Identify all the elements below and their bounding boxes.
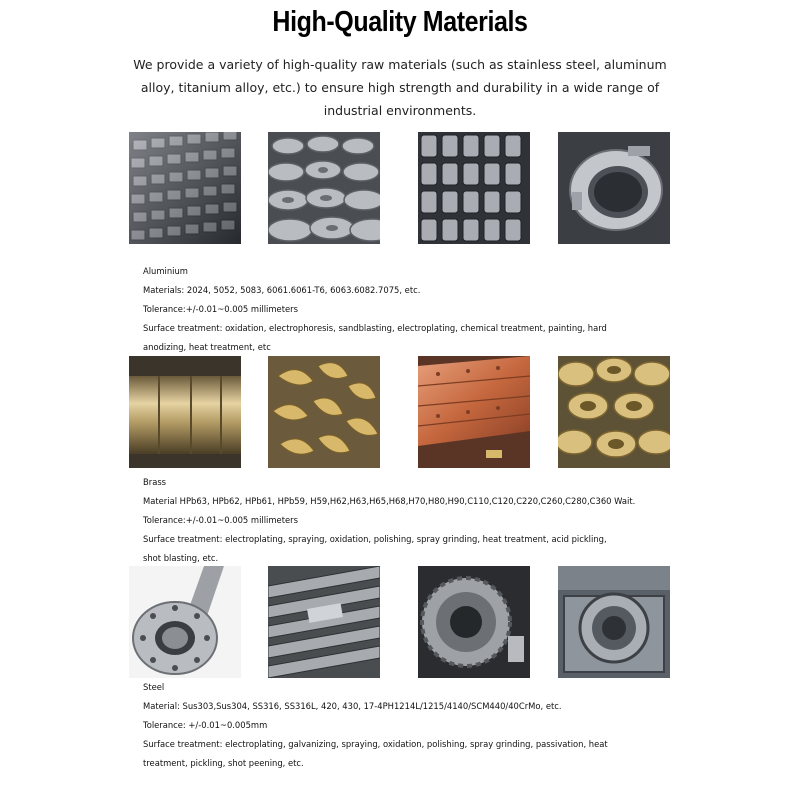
steel-surface-treatment: Surface treatment: electroplating, galvanizing, spraying, oxidation, polishing, spray grinding, passivation, heat treatment, pickling, shot peening, etc. bbox=[143, 739, 608, 768]
steel-photo-row bbox=[0, 566, 800, 678]
aluminium-flanges-photo bbox=[268, 132, 380, 244]
steel-gear-photo bbox=[418, 566, 530, 678]
steel-spec bbox=[143, 678, 663, 773]
page-title: High-Quality Materials bbox=[272, 5, 528, 39]
aluminium-parts-tray-photo bbox=[418, 132, 530, 244]
intro-text: We provide a variety of high-quality raw materials (such as stainless steel, aluminum alloy, titanium alloy, etc.) to ensure high strength and durability in a wide range of industrial environments. bbox=[133, 57, 667, 118]
aluminium-materials: Materials: 2024, 5052, 5083, 6061.6061-T6, 6063.6082.7075, etc. bbox=[143, 285, 421, 295]
aluminium-heading: Aluminium bbox=[143, 266, 188, 276]
steel-housing-photo bbox=[558, 566, 670, 678]
steel-tolerance: Tolerance: +/-0.01~0.005mm bbox=[143, 720, 268, 730]
brass-tolerance: Tolerance:+/-0.01~0.005 millimeters bbox=[143, 515, 298, 525]
aluminium-tolerance: Tolerance:+/-0.01~0.005 millimeters bbox=[143, 304, 298, 314]
aluminium-photo-row bbox=[0, 132, 800, 244]
brass-rings-photo bbox=[558, 356, 670, 468]
aluminium-blocks-photo bbox=[129, 132, 241, 244]
steel-flange-shaft-photo bbox=[129, 566, 241, 678]
brass-materials: Material HPb63, HPb62, HPb61, HPb59, H59,H62,H63,H65,H68,H70,H80,H90,C110,C120,C220,C260,C280,C360 Wait. bbox=[143, 496, 636, 506]
brass-cylinder-photo bbox=[129, 356, 241, 468]
steel-blades-photo bbox=[268, 566, 380, 678]
brass-photo-row bbox=[0, 356, 800, 468]
brass-heading: Brass bbox=[143, 477, 167, 487]
brass-spec bbox=[143, 473, 663, 568]
brass-surface-treatment: Surface treatment: electroplating, spraying, oxidation, polishing, spray grinding, heat treatment, acid pickling, shot blasting, etc. bbox=[143, 534, 607, 563]
aluminium-surface-treatment: Surface treatment: oxidation, electrophoresis, sandblasting, electroplating, chemical treatment, painting, hard anodizing, heat treatment, etc bbox=[143, 323, 607, 352]
aluminium-spec bbox=[143, 262, 663, 357]
brass-propellers-photo bbox=[268, 356, 380, 468]
copper-plates-photo bbox=[418, 356, 530, 468]
steel-heading: Steel bbox=[143, 682, 165, 692]
aluminium-ring-part-photo bbox=[558, 132, 670, 244]
steel-materials: Material: Sus303,Sus304, SS316, SS316L, 420, 430, 17-4PH1214L/1215/4140/SCM440/40CrMo, etc. bbox=[143, 701, 562, 711]
